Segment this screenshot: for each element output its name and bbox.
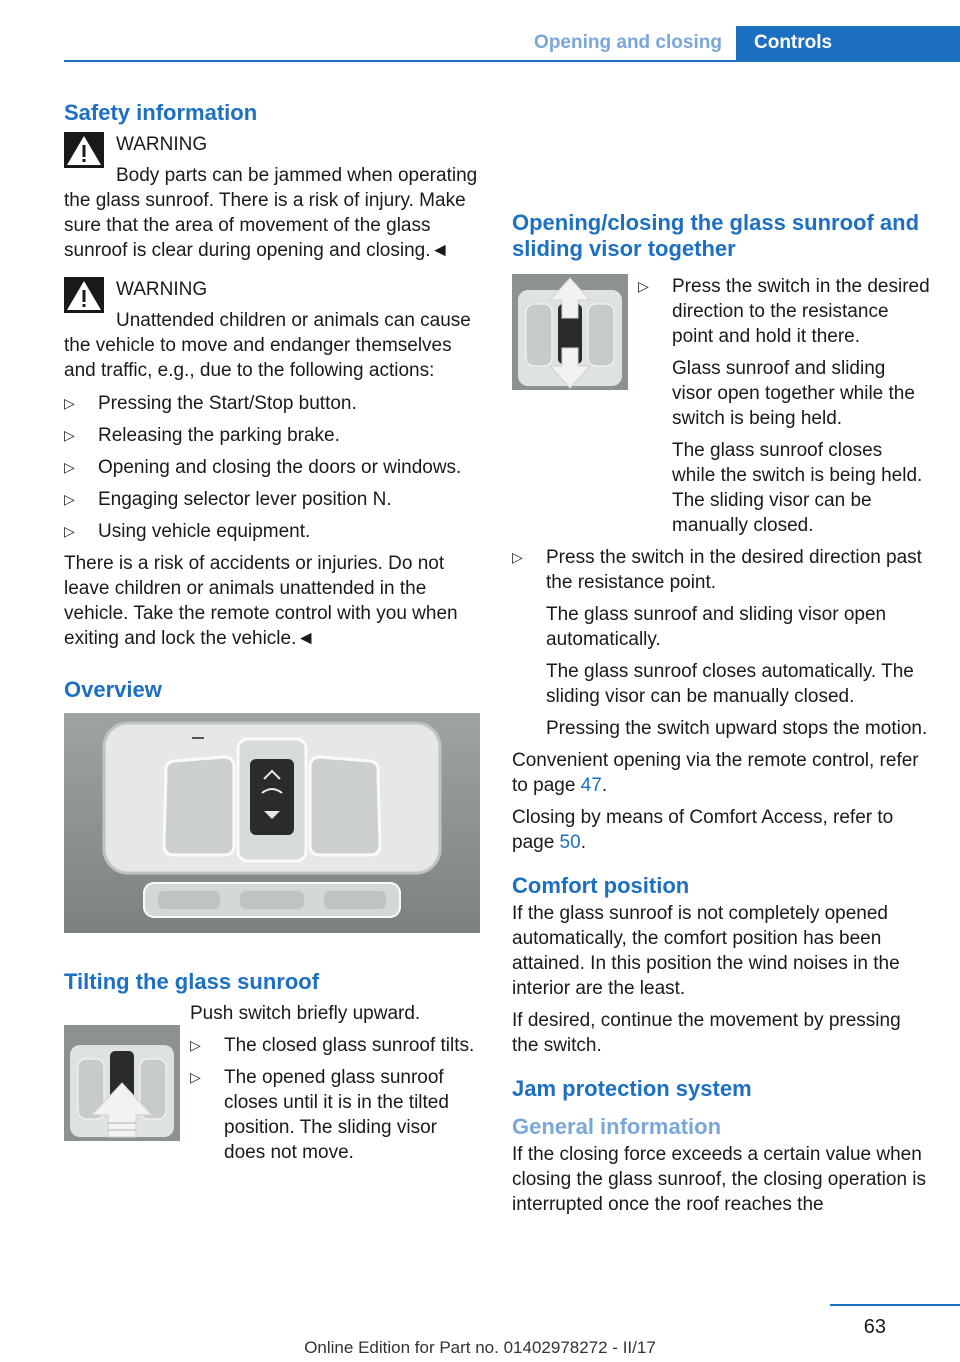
general-text: If the closing force exceeds a certain value when closing the glass sunroof, the closing operation is interrupted once the roof reaches the — [512, 1144, 927, 1215]
tilt-section — [64, 1001, 482, 1165]
period: . — [601, 775, 608, 796]
header-tab-controls[interactable]: Controls — [736, 26, 960, 62]
warning-block-1 — [64, 132, 482, 263]
safety-heading: Safety information — [64, 100, 258, 125]
footer-rule — [830, 1304, 960, 1306]
tilt-list — [190, 1033, 482, 1165]
tilt-content — [190, 1001, 482, 1165]
warning-title: WARNING — [116, 279, 208, 300]
list-item: ▷ Using vehicle equipment. — [64, 519, 482, 544]
list-item — [512, 545, 930, 741]
together-list — [638, 274, 930, 538]
list-item: ▷ The opened glass sunroof closes until it is in the tilted position. The sliding visor does not move. — [190, 1065, 482, 1165]
together-section — [512, 274, 930, 538]
comfort-heading: Comfort position — [512, 873, 690, 898]
edition-footer: Online Edition for Part no. 01402978272 - II/17 — [304, 1338, 656, 1357]
comfort-access-reference — [512, 805, 930, 855]
tilt-heading: Tilting the glass sunroof — [64, 969, 320, 994]
bullet-lead: ▷ Press the switch in the desired direction to the resistance point and hold it there. — [672, 276, 930, 347]
bullet-text: The glass sunroof closes automatically. The sliding visor can be manually closed. — [546, 661, 914, 707]
tilt-intro: Push switch briefly upward. — [190, 1003, 421, 1024]
action-list — [64, 391, 482, 544]
comfort-text-2: If desired, continue the movement by pressing the switch. — [512, 1010, 901, 1056]
bullet-text: The glass sunroof closes while the switch is being held. The sliding visor can be manually closed. — [672, 440, 923, 536]
warning-conclusion: There is a risk of accidents or injuries. Do not leave children or animals unattended in the vehicle. Take the remote control with you when exiting and lock the vehicle.◄ — [64, 553, 458, 649]
bullet-text: The glass sunroof and sliding visor open automatically. — [546, 604, 887, 650]
bullet-lead: ▷ Press the switch in the desired direction past the resistance point. — [546, 547, 922, 593]
warning-title: WARNING — [116, 134, 208, 155]
general-heading: General information — [512, 1114, 722, 1139]
left-column — [64, 100, 482, 1172]
overhead-console-image — [64, 713, 480, 933]
warning-icon — [64, 277, 104, 313]
period: . — [580, 832, 586, 853]
warning-text: Unattended children or animals can cause the vehicle to move and endanger themselves and traffic, e.g., due to the following actions: — [64, 310, 471, 381]
switch-up-down-image — [512, 274, 628, 390]
right-column — [512, 210, 930, 1224]
list-item: ▷ Opening and closing the doors or windows. — [64, 455, 482, 480]
auto-list — [512, 545, 930, 741]
list-item — [638, 274, 930, 538]
remote-reference — [512, 748, 930, 798]
page-link-47[interactable]: 47 — [580, 775, 602, 796]
bullet-text: Glass sunroof and sliding visor open together while the switch is being held. — [672, 358, 915, 429]
switch-up-image — [64, 1025, 180, 1141]
together-heading: Opening/closing the glass sunroof and sliding visor together — [512, 210, 920, 261]
warning-text: Body parts can be jammed when operating the glass sunroof. There is a risk of injury. Make sure that the area of movement of the glass sunroof is clear during opening and closing.◄ — [64, 165, 478, 261]
list-item: ▷ Pressing the Start/Stop button. — [64, 391, 482, 416]
jam-heading: Jam protection system — [512, 1076, 752, 1101]
overview-heading: Overview — [64, 677, 162, 702]
warning-icon — [64, 132, 104, 168]
header-section[interactable]: Opening and closing — [534, 32, 722, 53]
list-item: ▷ Releasing the parking brake. — [64, 423, 482, 448]
comfort-text: If the glass sunroof is not completely opened automatically, the comfort position has been attained. In this position the wind noises in the interior are the least. — [512, 903, 900, 999]
page-number: 63 — [863, 1316, 886, 1338]
list-item: ▷ Engaging selector lever position N. — [64, 487, 482, 512]
bullet-text: Pressing the switch upward stops the motion. — [546, 718, 928, 739]
remote-text: Convenient opening via the remote control, refer to page — [512, 750, 919, 796]
comfort-access-text: Closing by means of Comfort Access, refer to page — [512, 807, 894, 853]
page-link-50[interactable]: 50 — [559, 832, 581, 853]
list-item: ▷ The closed glass sunroof tilts. — [190, 1033, 482, 1058]
warning-block-2 — [64, 277, 482, 383]
